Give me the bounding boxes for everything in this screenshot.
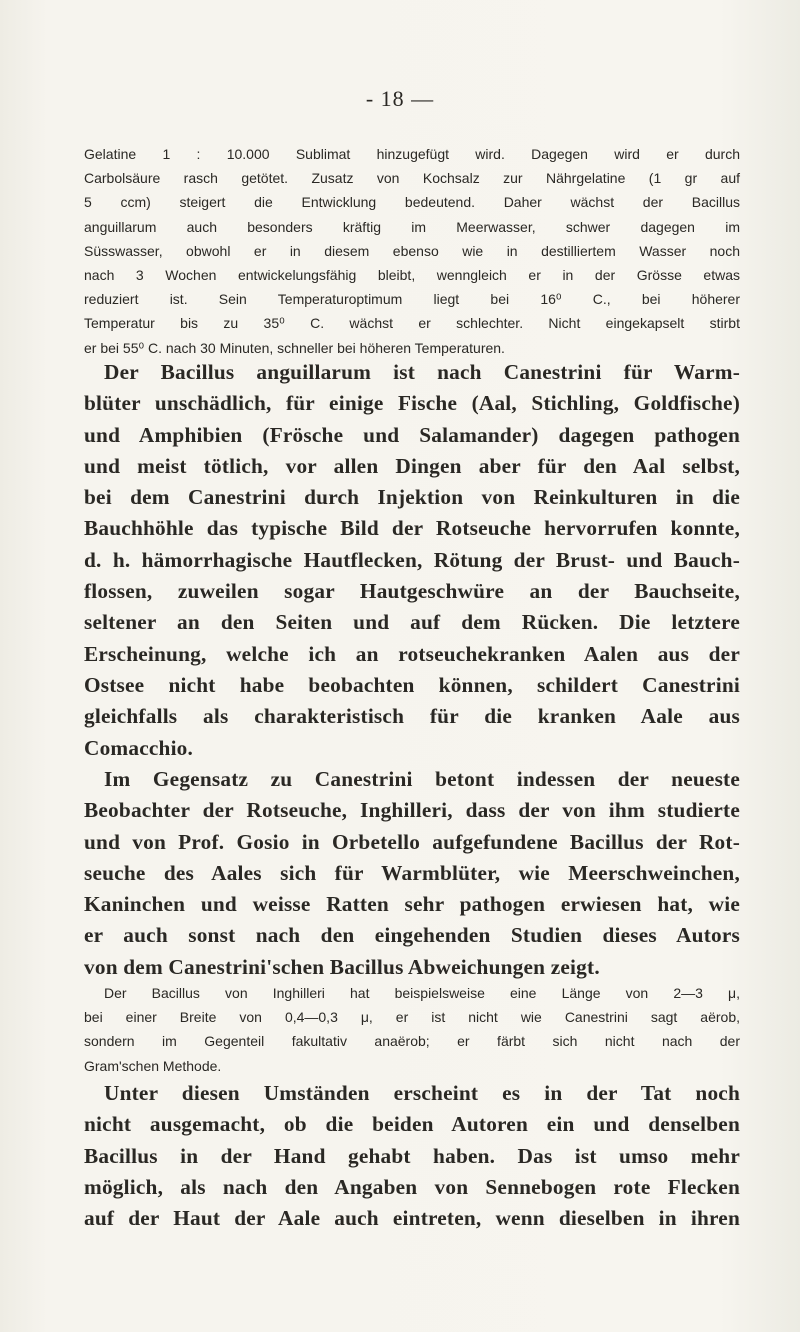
text-line: Bauchhöhle das typische Bild der Rotseuche hervorrufen konnte, xyxy=(84,516,740,541)
paragraph-small-1 xyxy=(84,142,740,360)
text-line: Temperatur bis zu 35⁰ C. wächst er schlechter. Nicht eingekapselt stirbt xyxy=(84,315,740,332)
text-line: bei einer Breite von 0,4—0,3 μ, er ist nicht wie Canestrini sagt aërob, xyxy=(84,1009,740,1026)
text-line: reduziert ist. Sein Temperaturoptimum liegt bei 16⁰ C., bei höherer xyxy=(84,291,740,308)
paragraph-large-3 xyxy=(84,1078,740,1234)
text-line: Kaninchen und weisse Ratten sehr pathogen erwiesen hat, wie xyxy=(84,892,740,917)
text-line: gleichfalls als charakteristisch für die kranken Aale aus xyxy=(84,704,740,729)
text-line: Der Bacillus von Inghilleri hat beispielsweise eine Länge von 2—3 μ, xyxy=(104,985,740,1001)
text-line: er auch sonst nach den eingehenden Studien dieses Autors xyxy=(84,923,740,948)
text-line: Süsswasser, obwohl er in diesem ebenso wie in destilliertem Wasser noch xyxy=(84,242,740,259)
text-line: nach 3 Wochen entwickelungsfähig bleibt, wenngleich er in der Grösse etwas xyxy=(84,267,740,284)
text-line: seuche des Aales sich für Warmblüter, wie Meerschweinchen, xyxy=(84,860,740,885)
text-line: flossen, zuweilen sogar Hautgeschwüre an der Bauchseite, xyxy=(84,579,740,604)
text-line: auf der Haut der Aale auch eintreten, wenn dieselben in ihren xyxy=(84,1206,740,1231)
text-line: möglich, als nach den Angaben von Sennebogen rote Flecken xyxy=(84,1174,740,1199)
text-line: Ostsee nicht habe beobachten können, schildert Canestrini xyxy=(84,672,740,697)
text-line: sondern im Gegenteil fakultativ anaërob; er färbt sich nicht nach der xyxy=(84,1033,740,1050)
text-line: Im Gegensatz zu Canestrini betont indessen der neueste xyxy=(104,767,740,791)
text-line: Beobachter der Rotseuche, Inghilleri, dass der von ihm studierte xyxy=(84,798,740,823)
text-line: er bei 55⁰ C. nach 30 Minuten, schneller bei höheren Temperaturen. xyxy=(84,339,505,356)
text-line: d. h. hämorrhagische Hautflecken, Rötung der Brust- und Bauch- xyxy=(84,547,740,572)
text-line: Comacchio. xyxy=(84,735,194,760)
paragraph-large-1 xyxy=(84,357,740,764)
text-line: Unter diesen Umständen erscheint es in der Tat noch xyxy=(104,1081,740,1105)
text-line: und meist tötlich, vor allen Dingen aber für den Aal selbst, xyxy=(84,453,740,478)
text-line: Gram'schen Methode. xyxy=(84,1057,222,1074)
text-line: Carbolsäure rasch getötet. Zusatz von Kochsalz zur Nährgelatine (1 gr auf xyxy=(84,170,740,187)
page-number: - 18 — xyxy=(365,86,435,111)
text-line: Erscheinung, welche ich an rotseuchekranken Aalen aus der xyxy=(84,641,740,666)
paragraph-large-2 xyxy=(84,764,740,983)
text-line: nicht ausgemacht, ob die beiden Autoren ein und denselben xyxy=(84,1112,740,1137)
paragraph-small-2 xyxy=(84,981,740,1078)
text-line: seltener an den Seiten und auf dem Rücken. Die letztere xyxy=(84,610,740,635)
text-line: und Amphibien (Frösche und Salamander) dagegen pathogen xyxy=(84,422,740,447)
text-line: bei dem Canestrini durch Injektion von Reinkulturen in die xyxy=(84,485,740,510)
text-line: 5 ccm) steigert die Entwicklung bedeutend. Daher wächst der Bacillus xyxy=(84,194,740,211)
text-line: Gelatine 1 : 10.000 Sublimat hinzugefügt wird. Dagegen wird er durch xyxy=(84,146,740,162)
text-line: und von Prof. Gosio in Orbetello aufgefundene Bacillus der Rot- xyxy=(84,829,740,854)
text-line: Bacillus in der Hand gehabt haben. Das ist umso mehr xyxy=(84,1143,740,1168)
text-line: Der Bacillus anguillarum ist nach Canestrini für Warm- xyxy=(104,360,740,384)
text-line: anguillarum auch besonders kräftig im Meerwasser, schwer dagegen im xyxy=(84,218,740,235)
text-line: blüter unschädlich, für einige Fische (Aal, Stichling, Goldfische) xyxy=(84,391,740,416)
text-line: von dem Canestrini'schen Bacillus Abweichungen zeigt. xyxy=(84,954,600,979)
